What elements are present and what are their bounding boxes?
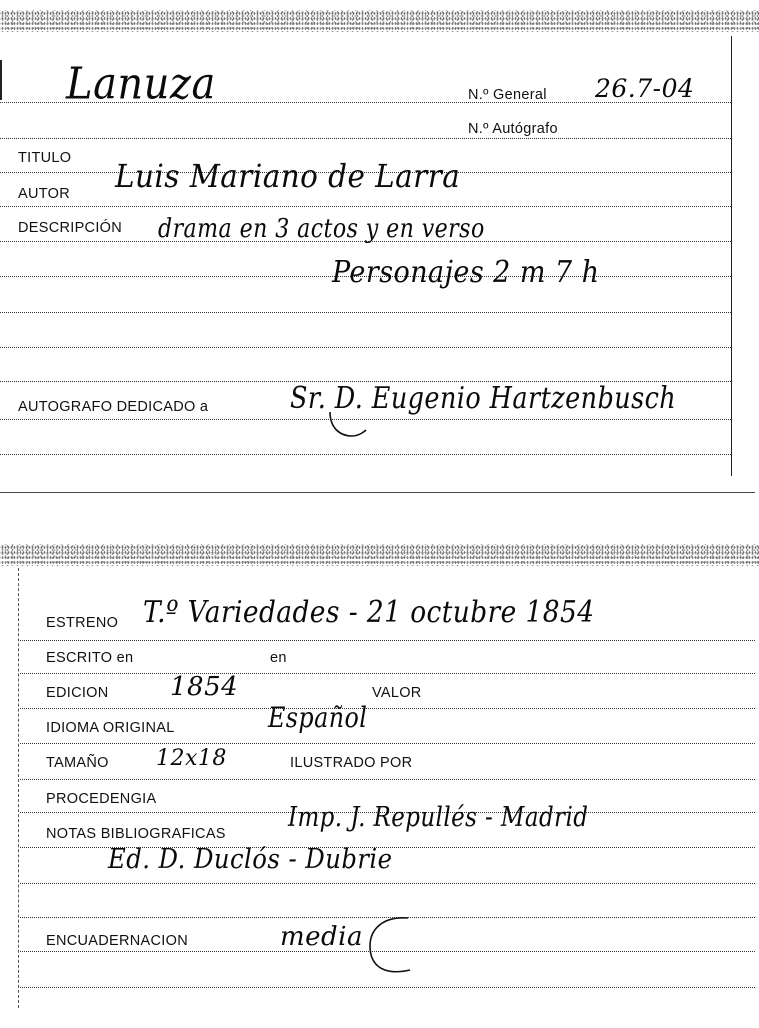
notas-label: NOTAS BIBLIOGRAFICAS (46, 826, 226, 842)
rule-line (20, 673, 755, 674)
dedicado-label: AUTOGRAFO DEDICADO a (18, 399, 209, 415)
catalog-card-top (0, 0, 759, 492)
rule-line (20, 640, 755, 641)
card-left-border (18, 568, 19, 1008)
card-top-edge (0, 10, 759, 32)
estreno-label: ESTRENO (46, 615, 119, 631)
tamano-label: TAMAÑO (46, 755, 109, 771)
rule-line (0, 312, 731, 313)
encuadernacion-value: media (280, 922, 364, 952)
escrito-en-label: en (270, 650, 287, 666)
personajes-value: Personajes 2 m 7 h (332, 255, 600, 290)
estreno-value: T.º Variedades - 21 octubre 1854 (143, 595, 595, 630)
card-divider (0, 492, 755, 493)
rule-line (20, 708, 755, 709)
card-left-mark (0, 60, 2, 100)
general-label: N.º General (468, 87, 547, 103)
general-value: 26.7-04 (595, 74, 695, 103)
idioma-value: Español (268, 701, 368, 734)
ilustrado-label: ILUSTRADO POR (290, 755, 413, 771)
idioma-label: IDIOMA ORIGINAL (46, 720, 175, 736)
valor-label: VALOR (372, 685, 422, 701)
dedicado-value: Sr. D. Eugenio Hartzenbusch (290, 381, 677, 416)
autor-value: Luis Mariano de Larra (115, 157, 461, 195)
rule-line (20, 743, 755, 744)
notas-value-line1: Imp. J. Repullés - Madrid (288, 802, 589, 833)
autografo-label: N.º Autógrafo (468, 121, 558, 137)
titulo-label: TITULO (18, 150, 72, 166)
rule-line (0, 454, 731, 455)
rule-line (20, 987, 755, 988)
escrito-label: ESCRITO en (46, 650, 134, 666)
rule-line (20, 883, 755, 884)
tamano-value: 12x18 (156, 746, 227, 771)
rule-line (20, 779, 755, 780)
rule-line (0, 206, 731, 207)
catalog-card-bottom (0, 540, 759, 1028)
card-bottom-edge (0, 544, 759, 566)
procedencia-label: PROCEDENGIA (46, 791, 157, 807)
notas-value-line2: Ed. D. Duclós - Dubrie (108, 844, 393, 875)
card-right-border (731, 36, 732, 476)
autor-label: AUTOR (18, 186, 70, 202)
ink-blot-mark (326, 392, 368, 440)
rule-line (0, 347, 731, 348)
descripcion-value: drama en 3 actos y en verso (158, 214, 485, 244)
ink-blot-mark (364, 912, 414, 978)
encuadernacion-label: ENCUADERNACION (46, 933, 188, 949)
edicion-label: EDICION (46, 685, 109, 701)
handwritten-title: Lanuza (66, 58, 216, 110)
rule-line (0, 138, 731, 139)
edicion-value: 1854 (170, 672, 239, 702)
descripcion-label: DESCRIPCIÓN (18, 220, 123, 236)
